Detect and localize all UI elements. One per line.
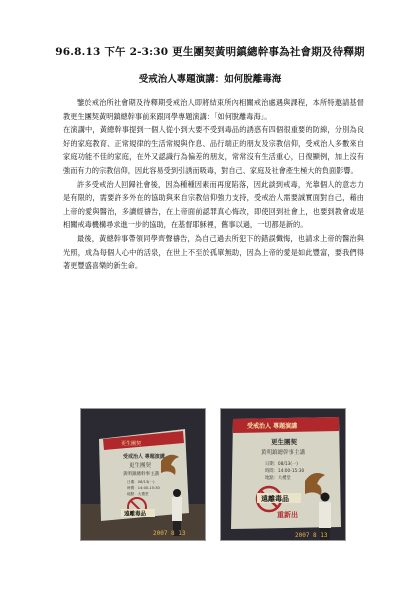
photo-right-slide-bottom2: 重新出: [277, 511, 298, 519]
photo-left-line4: 日期：08/13(一): [127, 480, 155, 484]
photo-left-line3: 黃明鎮總幹事主講: [123, 472, 159, 477]
document-body: [63, 96, 364, 273]
paragraph-defenses: 在演講中，黃總幹事提到一個人從小到大要不受到毒品的誘惑有四個很重要的防線，分別為良好的家庭教育、正常規律的生活常規與作息、品行端正的朋友及宗教信仰，受戒治人多數來自家庭功能不佳的家庭，在外又認識行為偏差的朋友，常常沒有生活重心，日復顯例，加上沒有強而有力的宗教信仰，因此容易受到引誘而吸毒，對自己、家庭及社會產生極大的負面影響。: [63, 125, 364, 175]
paragraph-intro: 鑒於戒治所社會期及待釋期受戒治人即將結束所內相關戒治處遇與課程，本所特邀請基督教更生團契黃明鎮總幹事前來跟同學專題演講：「如何脫離毒海」。: [63, 98, 364, 121]
photo-left-banner: 更生團契: [121, 441, 142, 447]
photo-right-slide-bottom: 遠離毒品: [261, 495, 289, 503]
photo-left-line2: 更生團契: [129, 463, 152, 469]
paragraph-prayer: 最後，黃總幹事帶領同學齊聲禱告，為自己過去所犯下的錯誤懺悔，也請求上帝的醫治與光照，成為每個人心中的活泉，在世上不至於孤單無助，因為上帝的愛是如此豐富，要我們得著更豐盛喜樂的新生命。: [63, 233, 364, 271]
photo-left-slide-bottom: 遠離毒品: [124, 511, 147, 518]
photo-left-date-stamp: 2007 8 13: [153, 530, 186, 537]
photo-right-line1: 更生團契: [271, 438, 297, 446]
document-title: 96.8.13 下午 2-3:30 更生團契黃明鎮總幹事為社會期及待釋期: [55, 46, 365, 58]
photo-left-image: [81, 409, 205, 540]
photo-left-line1: 受戒治人 專題演講: [123, 454, 165, 460]
photo-left-line6: 地點：大禮堂: [127, 492, 149, 496]
photo-left-line5: 時間：14:00-15:30: [127, 486, 160, 490]
photo-right-banner: 受戒治人 專題演講: [247, 423, 298, 430]
photo-right-line5: 地點：大禮堂: [265, 476, 291, 481]
photo-right: [220, 408, 346, 541]
photo-right-line3: 日期：08/13(一): [265, 462, 298, 467]
photo-right-date-stamp: 2007 8 13: [295, 532, 328, 539]
photo-right-line2: 黃明鎮總幹事主講: [261, 450, 306, 456]
photo-row: [80, 408, 350, 543]
document-subtitle: 受戒治人專題演講：如何脫離毒海: [138, 74, 282, 85]
photo-right-line4: 時間：14:00-15:30: [265, 469, 305, 474]
photo-left: [80, 408, 206, 541]
paragraph-support: 許多受戒治人回歸社會後，因為種種因素而再度陷落，因此談到戒毒，光靠個人的意志力是有限的，需要許多外在的協助與來自宗教信仰強力支持，受戒治人需要誠實面對自己，藉由上帝的愛與醫治，多讀經禱告，在上帝面前認罪真心悔改，即使回到社會上，也要到教會或是相關戒毒機構尋求進一步的協助，在基督耶穌裡，舊事以過，一切都是新的。: [63, 179, 364, 230]
photo-right-image: [221, 409, 345, 540]
